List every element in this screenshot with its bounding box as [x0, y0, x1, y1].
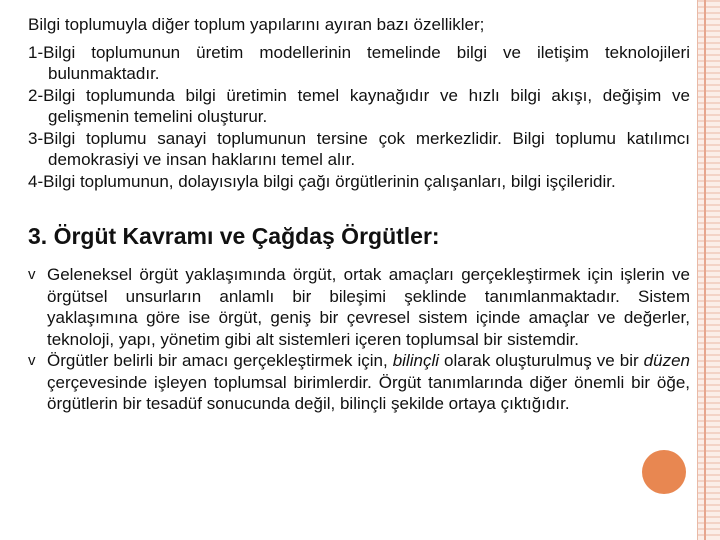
slide-content [28, 14, 690, 415]
bullet-text-1: Geleneksel örgüt yaklaşımında örgüt, ortak amaçları gerçekleştirmek için işlerin ve örgütsel unsurların anlamlı bir bileşimi şeklinde tanımlanmaktadır. Sistem yaklaşımına göre ise örgüt, geniş bir çevresel sistem içinde amaçlar ve değerler, teknoloji, yapı, yönetim gibi alt sistemleri içeren toplumsal bir sistemdir. [47, 265, 690, 349]
emphasis-duzen: düzen [643, 351, 690, 370]
list-item-3: 3-Bilgi toplumu sanayi toplumunun tersine çok merkezlidir. Bilgi toplumu katılımcı demokrasiyi ve insan haklarını temel alır. [28, 128, 690, 169]
list-item-1: 1-Bilgi toplumunun üretim modellerinin temelinde bilgi ve iletişim teknolojileri bulunmaktadır. [28, 42, 690, 83]
bullet-item-1 [28, 264, 690, 350]
decorative-right-border [697, 0, 720, 540]
list-item-2: 2-Bilgi toplumunda bilgi üretimin temel kaynağıdır ve hızlı bilgi akışı, değişim ve gelişmenin temelini oluşturur. [28, 85, 690, 126]
list-item-4: 4-Bilgi toplumunun, dolayısıyla bilgi çağı örgütlerinin çalışanları, bilgi işçileridir. [28, 171, 616, 191]
section-heading: 3. Örgüt Kavramı ve Çağdaş Örgütler: [28, 223, 440, 249]
bullet-item-2 [28, 350, 690, 415]
emphasis-bilincli: bilinçli [392, 351, 439, 370]
checkmark-bullet-icon: v [28, 352, 36, 369]
intro-text: Bilgi toplumuyla diğer toplum yapılarını ayıran bazı özellikler; [28, 15, 485, 34]
bullet-list [28, 264, 690, 415]
checkmark-bullet-icon: v [28, 266, 36, 283]
decorative-orange-circle [642, 450, 686, 494]
bullet-text-2: Örgütler belirli bir amacı gerçekleştirmek için, bilinçli olarak oluşturulmuş ve bir düzen çerçevesinde işleyen toplumsal birimlerdir. Örgüt tanımlarında diğer önemli bir öğe, örgütlerin bir tesadüf sonucunda değil, bilinçli şekilde ortaya çıktığıdır. [47, 351, 690, 413]
